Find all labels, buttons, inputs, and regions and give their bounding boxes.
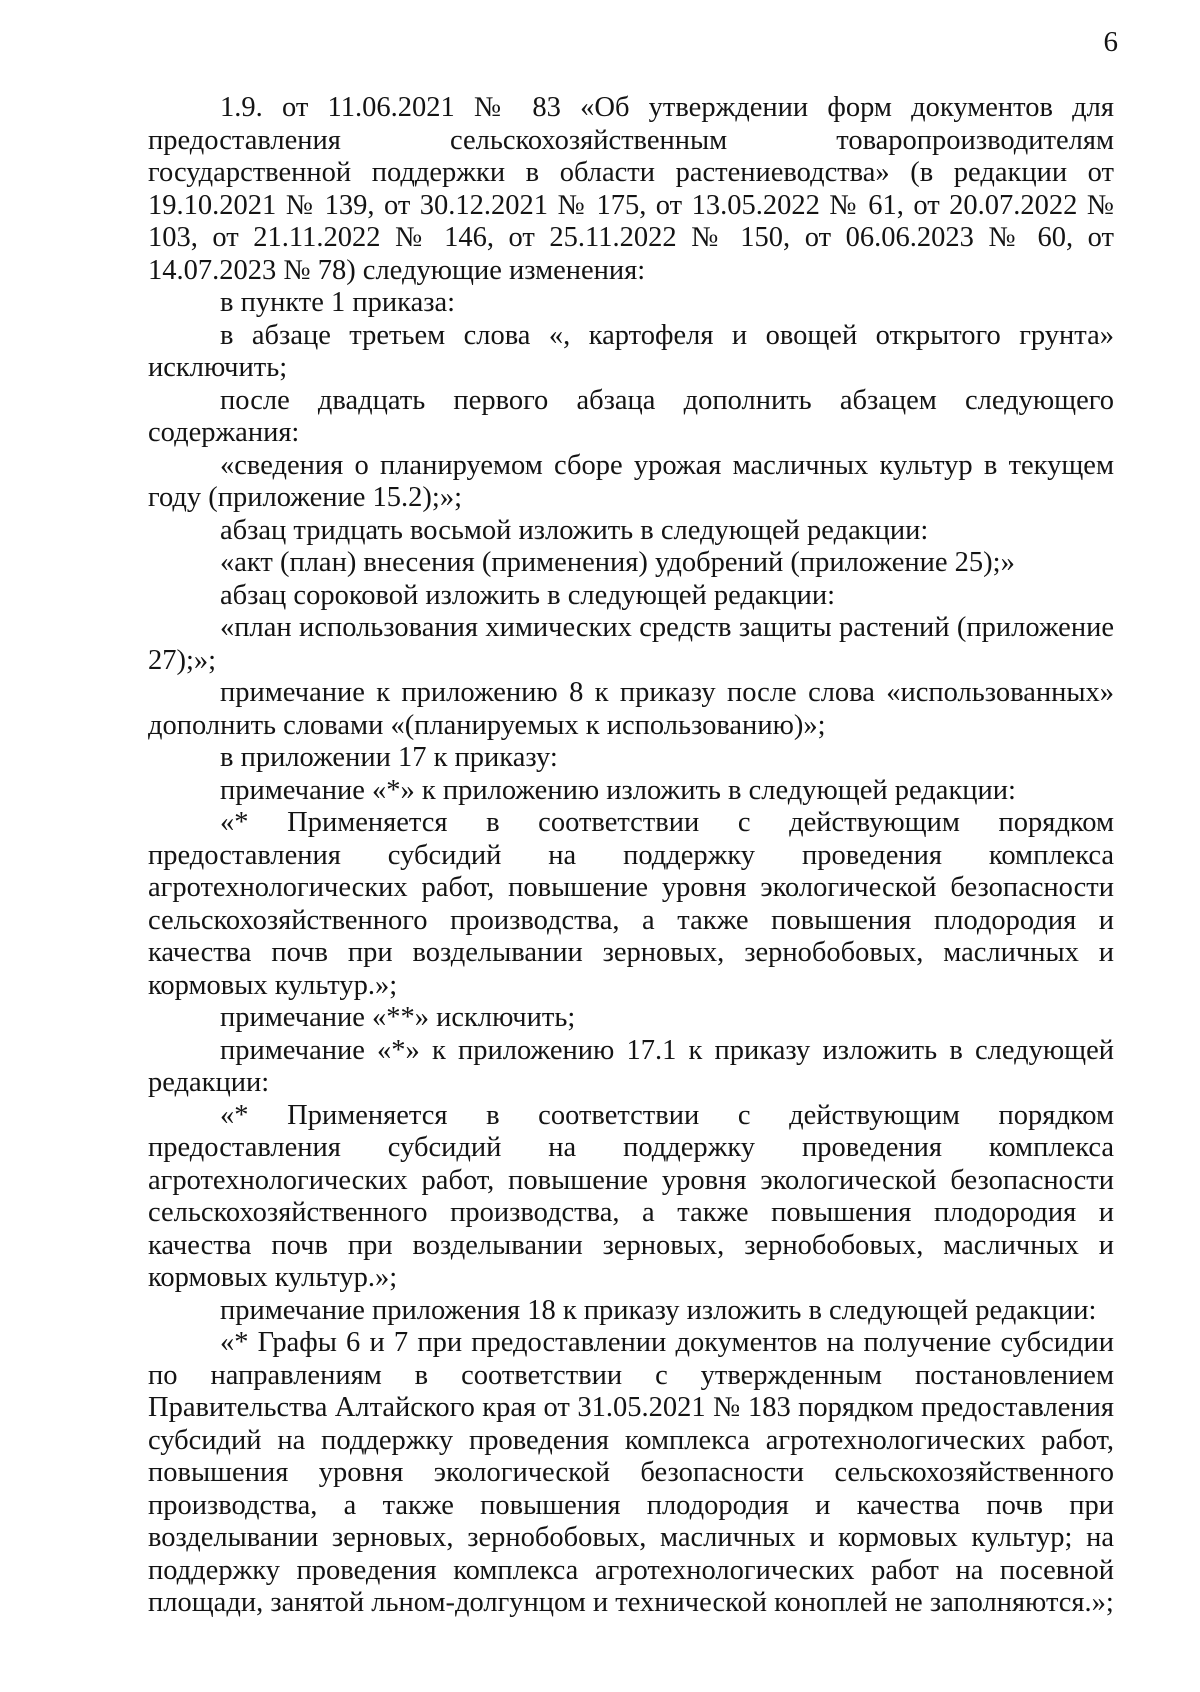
- paragraph-appendix-18-note: примечание приложения 18 к приказу изложить в следующей редакции:: [220, 1294, 1097, 1326]
- paragraph-note-star: примечание «*» к приложению изложить в следующей редакции:: [220, 774, 1016, 806]
- paragraph-chemical-plan: «план использования химических средств защиты растений (приложение 27);»;: [148, 612, 1114, 676]
- paragraph-amendment-1-9: 1.9. от 11.06.2021 № 83 «Об утверждении форм документов для предоставления сельскохозяйственным товаропроизводителям государственной поддержки в области растениеводства» (в редакции от 19.10.2021 № 139, от 30.12.2021 № 175, от 13.05.2022 № 61, от 20.07.2022 № 103, от 21.11.2022 № 146, от 25.11.2022 № 150, от 06.06.2023 № 60, от 14.07.2023 № 78) следующие изменения:: [148, 92, 1114, 286]
- paragraph-fertilizer-act: «акт (план) внесения (применения) удобрений (приложение 25);»: [220, 547, 1015, 578]
- paragraph-note-star-text: «* Применяется в соответствии с действующим порядком предоставления субсидий на поддержку проведения комплекса агротехнологических работ, повышение уровня экологической безопасности сельскохозяйственного производства, а также повышения плодородия и качества почв при возделывании зерновых, зернобобовых, масличных и кормовых культур.»;: [148, 807, 1114, 1001]
- paragraph-38th-abzac: абзац тридцать восьмой изложить в следующей редакции:: [220, 514, 929, 546]
- paragraph-harvest-info: «сведения о планируемом сборе урожая масличных культур в текущем году (приложение 15.2);»;: [148, 449, 1114, 513]
- paragraph-after-21st: после двадцать первого абзаца дополнить абзацем следующего содержания:: [148, 384, 1114, 448]
- document-body: [148, 92, 1114, 1620]
- paragraph-appendix-17-1-note: примечание «*» к приложению 17.1 к приказу изложить в следующей редакции:: [148, 1034, 1114, 1098]
- paragraph-appendix-18-text: «* Графы 6 и 7 при предоставлении документов на получение субсидии по направлениям в соответствии с утвержденным постановлением Правительства Алтайского края от 31.05.2021 № 183 порядком предоставления субсидий на поддержку проведения комплекса агротехнологических работ, повышения уровня экологической безопасности сельскохозяйственного производства, а также повышения плодородия и качества почв при возделывании зерновых, зернобобовых, масличных и кормовых культур; на поддержку проведения комплекса агротехнологических работ на посевной площади, занятой льном-долгунцом и технической коноплей не заполняются.»;: [148, 1327, 1114, 1618]
- paragraph-note-double-star: примечание «**» исключить;: [220, 1002, 576, 1033]
- paragraph-appendix-8-note: примечание к приложению 8 к приказу после слова «использованных» дополнить словами «(планируемых к использованию)»;: [148, 677, 1114, 741]
- paragraph-third-abzac: в абзаце третьем слова «, картофеля и овощей открытого грунта» исключить;: [148, 319, 1114, 383]
- paragraph-appendix-17: в приложении 17 к приказу:: [220, 742, 558, 773]
- page-number: 6: [1103, 26, 1118, 58]
- paragraph-point-1: в пункте 1 приказа:: [220, 287, 456, 318]
- paragraph-40th-abzac: абзац сороковой изложить в следующей редакции:: [220, 579, 836, 611]
- paragraph-appendix-17-1-text: «* Применяется в соответствии с действующим порядком предоставления субсидий на поддержку проведения комплекса агротехнологических работ, повышение уровня экологической безопасности сельскохозяйственного производства, а также повышения плодородия и качества почв при возделывании зерновых, зернобобовых, масличных и кормовых культур.»;: [148, 1099, 1114, 1293]
